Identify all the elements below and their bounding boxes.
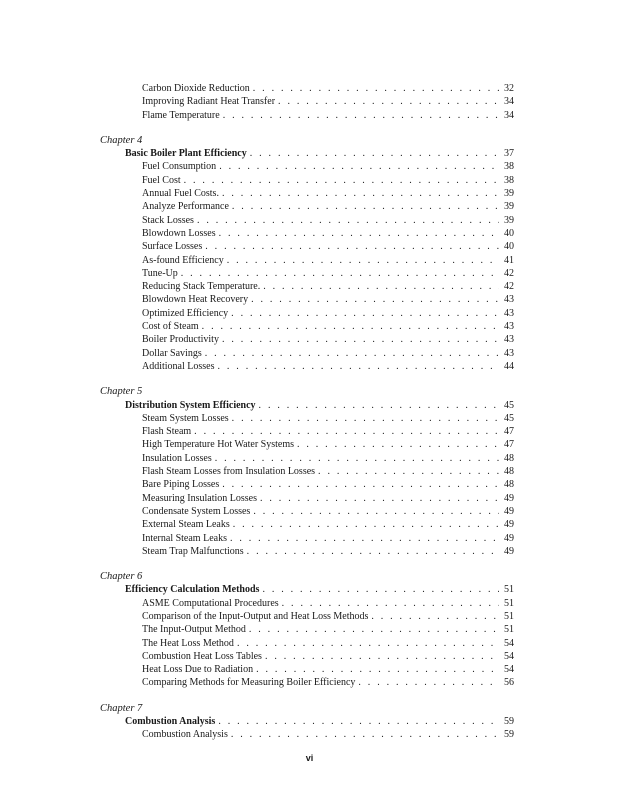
toc-entry-title: Steam Trap Malfunctions [142,545,244,557]
toc-entry-title: Blowdown Losses [142,227,216,239]
toc-entry [100,174,514,187]
table-of-contents [100,82,514,742]
toc-entry [100,254,514,267]
toc-entry-title: Insulation Losses [142,452,212,464]
toc-entry [100,240,514,253]
toc-entry [100,214,514,227]
toc-entry-title: High Temperature Hot Water Systems [142,439,294,451]
toc-entry [100,280,514,293]
toc-entry-title: Flash Steam [142,426,192,438]
toc-entry-title: Stack Losses [142,214,194,226]
toc-entry [100,412,514,425]
chapter-heading: Chapter 6 [100,571,143,583]
toc-entry [100,438,514,451]
toc-entry [100,545,514,558]
dot-leader [297,438,499,451]
dot-leader [232,200,499,213]
toc-chapter-block [100,570,514,690]
dot-leader [262,583,499,596]
toc-page-number: 42 [504,267,514,279]
toc-entry [100,478,514,491]
toc-page-number: 51 [504,610,514,622]
toc-chapter-title-entry [100,715,514,728]
toc-entry [100,307,514,320]
dot-leader [253,505,499,518]
toc-chapter-title-entry [100,147,514,160]
dot-leader [251,293,499,306]
toc-entry-title: Fuel Cost [142,174,181,186]
toc-page-number: 49 [504,532,514,544]
toc-page-number: 49 [504,545,514,557]
toc-page-number: 49 [504,519,514,531]
toc-page-number: 48 [504,466,514,478]
toc-entry-title: Annual Fuel Costs. [142,188,219,200]
toc-entry [100,597,514,610]
dot-leader [371,610,499,623]
toc-entry-title: Distribution System Efficiency [125,399,256,411]
toc-entry-title: Improving Radiant Heat Transfer [142,96,276,108]
toc-page-number: 56 [504,677,514,689]
toc-entry-title: Bare Piping Losses [142,479,220,491]
toc-entry [100,347,514,360]
toc-entry-title: Combustion Heat Loss Tables [142,650,262,662]
dot-leader [218,715,499,728]
toc-entry-title: Flame Temperature [142,109,220,121]
toc-entry [100,465,514,478]
toc-page-number: 38 [504,161,514,173]
toc-entry [100,95,514,108]
dot-leader [197,214,499,227]
toc-page-number: 59 [504,729,514,741]
dot-leader [256,663,499,676]
toc-entry [100,728,514,741]
toc-entry [100,623,514,636]
toc-entry-title: Reducing Stack Temperature. [142,281,261,293]
toc-chapter-title-entry [100,399,514,412]
toc-entry-title: Comparing Methods for Measuring Boiler Efficiency [142,677,356,689]
toc-page-number: 37 [504,148,514,160]
dot-leader [223,109,499,122]
toc-entry-title: Optimized Efficiency [142,307,229,319]
dot-leader [222,478,499,491]
toc-page-number: 34 [504,96,514,108]
toc-entry-title: Analyze Performance [142,201,229,213]
dot-leader [278,95,499,108]
toc-entry-title: Blowdown Heat Recovery [142,294,249,306]
toc-page-number: 43 [504,294,514,306]
toc-entry [100,425,514,438]
toc-page-number: 40 [504,241,514,253]
toc-entry-title: Condensate System Losses [142,505,251,517]
toc-page-number: 48 [504,452,514,464]
toc-page-number: 43 [504,347,514,359]
toc-page-number: 54 [504,637,514,649]
toc-entry-title: Carbon Dioxide Reduction [142,83,250,94]
toc-entry-title: Flash Steam Losses from Insulation Losses [142,466,316,478]
toc-page-number: 43 [504,321,514,333]
dot-leader [181,267,499,280]
dot-leader [318,465,499,478]
dot-leader [249,623,499,636]
toc-page-number: 51 [504,584,514,596]
dot-leader [259,399,499,412]
toc-entry [100,663,514,676]
toc-chapter-title-entry [100,583,514,596]
dot-leader [232,412,499,425]
dot-leader [205,347,499,360]
dot-leader [231,307,499,320]
dot-leader [205,240,499,253]
toc-entry-title: Basic Boiler Plant Efficiency [125,148,247,160]
dot-leader [215,452,499,465]
toc-page-number: 45 [504,399,514,411]
toc-entry [100,492,514,505]
toc-entry-title: Measuring Insulation Losses [142,492,257,504]
toc-page-number: 59 [504,716,514,728]
toc-page-number: 49 [504,492,514,504]
toc-entry-title: The Input-Output Method [142,624,246,636]
toc-entry [100,109,514,122]
toc-page-number: 44 [504,360,514,372]
toc-entry [100,200,514,213]
dot-leader [358,676,499,689]
toc-entry-title: Internal Steam Leaks [142,532,227,544]
toc-entry-title: Cost of Steam [142,321,199,333]
toc-entry-title: Combustion Analysis [125,716,216,728]
dot-leader [218,360,500,373]
toc-entry-title: Efficiency Calculation Methods [125,584,260,596]
toc-entry [100,333,514,346]
toc-page-number: 54 [504,664,514,676]
toc-entry [100,267,514,280]
dot-leader [184,174,499,187]
toc-chapter-block [100,82,514,122]
toc-entry-title: Dollar Savings [142,347,202,359]
dot-leader [219,160,499,173]
toc-entry-title: Combustion Analysis [142,729,228,741]
toc-page-number: 54 [504,650,514,662]
toc-entry [100,650,514,663]
toc-entry [100,320,514,333]
toc-entry [100,637,514,650]
dot-leader [250,147,499,160]
toc-chapter-block [100,385,514,558]
toc-chapter-block [100,134,514,373]
toc-entry-title: Heat Loss Due to Radiation [142,664,254,676]
dot-leader [253,82,499,95]
toc-entry-title: As-found Efficiency [142,254,224,266]
toc-page-number: 43 [504,334,514,346]
toc-entry [100,227,514,240]
dot-leader [282,597,499,610]
page-number: vi [305,753,314,763]
dot-leader [222,333,499,346]
toc-page-number: 47 [504,426,514,438]
toc-entry [100,610,514,623]
toc-page-number: 51 [504,624,514,636]
toc-page-number: 34 [504,109,514,121]
toc-entry [100,505,514,518]
toc-page-number: 32 [504,83,514,94]
dot-leader [222,187,499,200]
dot-leader [227,254,499,267]
toc-page-number: 40 [504,227,514,239]
dot-leader [265,650,499,663]
chapter-heading: Chapter 4 [100,134,143,146]
toc-page-number: 38 [504,174,514,186]
toc-page-number: 47 [504,439,514,451]
toc-entry [100,82,514,95]
toc-entry [100,160,514,173]
toc-entry-title: ASME Computational Procedures [142,597,279,609]
toc-entry-title: Steam System Losses [142,412,229,424]
dot-leader [263,280,499,293]
toc-page-number: 51 [504,597,514,609]
toc-page-number: 41 [504,254,514,266]
toc-page-number: 39 [504,201,514,213]
dot-leader [247,545,499,558]
toc-entry [100,532,514,545]
dot-leader [231,728,499,741]
toc-page-number: 43 [504,307,514,319]
toc-entry [100,676,514,689]
chapter-heading: Chapter 5 [100,386,143,398]
toc-entry [100,293,514,306]
toc-entry-title: Boiler Productivity [142,334,219,346]
toc-page-number: 48 [504,479,514,491]
toc-entry [100,360,514,373]
toc-entry-title: The Heat Loss Method [142,637,234,649]
dot-leader [260,492,499,505]
toc-entry-title: External Steam Leaks [142,519,230,531]
toc-entry [100,518,514,531]
dot-leader [237,637,499,650]
toc-page-number: 39 [504,214,514,226]
toc-page-number: 42 [504,281,514,293]
chapter-heading: Chapter 7 [100,702,143,714]
toc-chapter-block [100,702,514,742]
toc-entry-title: Surface Losses [142,241,203,253]
toc-page-number: 45 [504,412,514,424]
dot-leader [230,532,499,545]
toc-entry [100,452,514,465]
dot-leader [194,425,499,438]
toc-page-number: 49 [504,505,514,517]
toc-entry-title: Comparison of the Input-Output and Heat Loss Methods [142,610,369,622]
toc-entry [100,187,514,200]
dot-leader [219,227,499,240]
dot-leader [233,518,499,531]
toc-page-number: 39 [504,188,514,200]
toc-entry-title: Additional Losses [142,360,215,372]
toc-entry-title: Fuel Consumption [142,161,217,173]
toc-entry-title: Tune-Up [142,267,178,279]
dot-leader [202,320,499,333]
